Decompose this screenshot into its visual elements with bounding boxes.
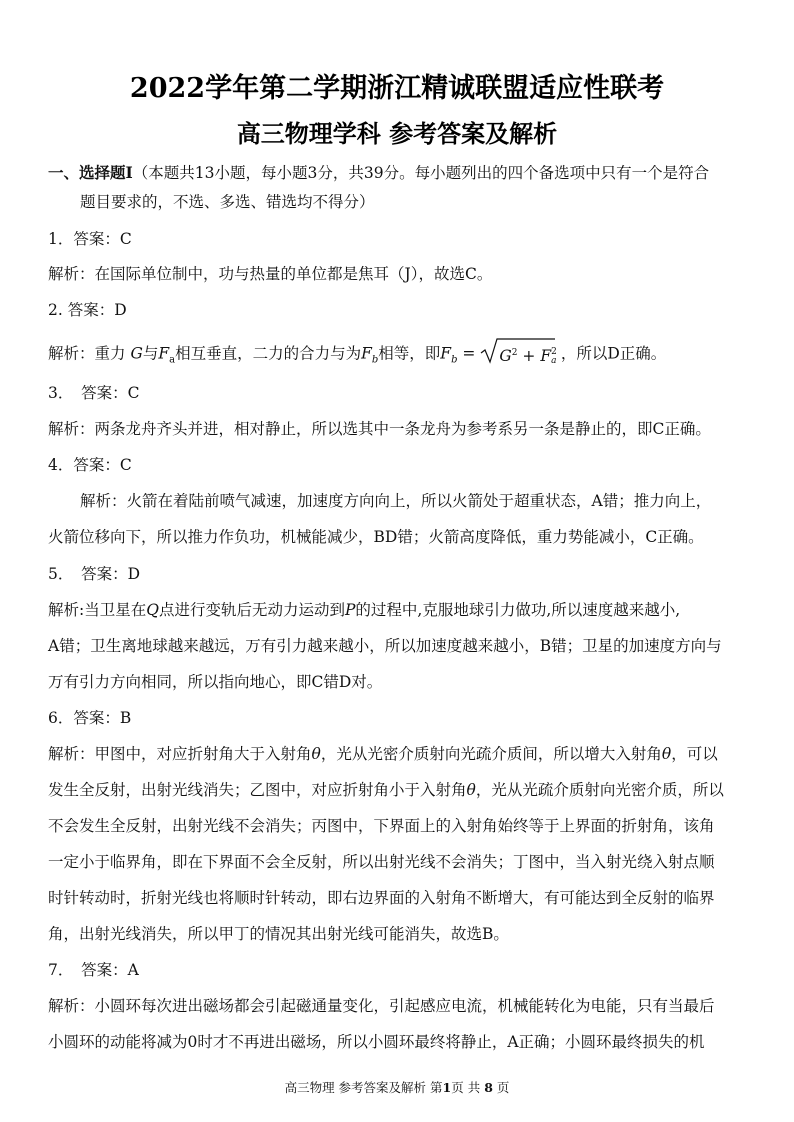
radical-sign-icon xyxy=(480,337,556,365)
q2-text-mid2: 相等，即 xyxy=(378,344,441,363)
q7-explanation-line2: 小圆环的动能将减为0时才不再进出磁场，所以小圆环最终将静止，A正确；小圆环最终损失的机 xyxy=(48,1033,705,1051)
q2-eq-lhs: F xyxy=(440,344,452,363)
q7-explanation-line1: 解析：小圆环每次进出磁场都会引起磁通量变化，引起感应电流，机械能转化为电能，只有当最后 xyxy=(48,997,715,1015)
q1-answer: 1．答案：C xyxy=(48,230,132,248)
q6-explanation-line6: 角，出射光线消失，所以甲丁的情况其出射光线可能消失，故选B。 xyxy=(48,925,509,943)
page-footer xyxy=(0,1078,794,1096)
q2-eq-lhs-sub: b xyxy=(451,354,458,366)
q2-rad-f-sub: a xyxy=(551,356,557,367)
section-heading xyxy=(48,163,709,183)
q6-explanation-line2 xyxy=(48,780,724,800)
q5-explanation-line2: A错；卫生离地球越来越远，万有引力越来越小，所以加速度越来越小，B错；卫星的加速度方向与 xyxy=(48,637,722,655)
page-title: 2022学年第二学期浙江精诚联盟适应性联考 xyxy=(129,73,665,104)
q2-eq-sign: = xyxy=(462,344,476,363)
q2-symbol-g: G xyxy=(130,344,143,363)
q5-text-c: 的过程中,克服地球引力做功,所以速度越来越小, xyxy=(355,601,681,619)
q2-symbol-fb-sub: b xyxy=(371,354,379,366)
q5-explanation-line1 xyxy=(48,600,680,620)
q2-rad-g-sup: 2 xyxy=(511,348,518,358)
q4-explanation-line1: 解析：火箭在着陆前喷气减速，加速度方向向上，所以火箭处于超重状态，A错；推力向上， xyxy=(80,492,712,510)
footer-total-pages: 8 xyxy=(484,1080,493,1095)
q6-text-2a: 发生全反射，出射光线消失；乙图中，对应折射角小于入射角 xyxy=(48,781,467,799)
q2-symbol-fa: F xyxy=(158,344,170,363)
q2-rad-plus: + xyxy=(522,347,536,366)
q6-theta-2: θ xyxy=(661,745,672,763)
q2-rad-f: F xyxy=(540,347,552,366)
q2-answer: 2. 答案：D xyxy=(48,301,127,319)
q6-explanation-line1 xyxy=(48,744,718,764)
q2-sqrt-expression xyxy=(480,341,561,368)
q2-rad-f-sup: 2 xyxy=(551,347,557,358)
q2-symbol-fa-sub: a xyxy=(169,354,176,366)
q6-theta-3: θ xyxy=(466,781,476,799)
q4-answer: 4．答案：C xyxy=(48,456,132,474)
q2-text-mid: 相互垂直，二力的合力与为 xyxy=(175,344,362,363)
footer-page-number: 1 xyxy=(442,1080,452,1095)
q2-symbol-fb: F xyxy=(361,344,372,363)
q5-point-q: Q xyxy=(146,601,159,619)
q6-theta-1: θ xyxy=(311,745,321,763)
q6-explanation-line4: 一定小于临界角，即在下界面不会全反射，所以出射光线不会消失；丁图中，当入射光绕入射点顺 xyxy=(48,853,715,871)
q6-text-1b: ，光从光密介质射向光疏介质间，所以增大入射角 xyxy=(320,745,662,763)
q3-answer: 3． 答案：C xyxy=(48,384,140,402)
q7-answer: 7． 答案：A xyxy=(48,961,139,979)
page-subtitle: 高三物理学科 参考答案及解析 xyxy=(236,119,558,148)
q2-text-tail: ，所以D正确。 xyxy=(560,344,667,363)
q2-text-pre: 解析：重力 xyxy=(48,344,126,363)
q6-explanation-line3: 不会发生全反射，出射光线不会消失；丙图中，下界面上的入射角始终等于上界面的折射角，该角 xyxy=(48,817,715,835)
section-desc-line2: 题目要求的，不选、多选、错选均不得分） xyxy=(80,193,375,211)
q5-text-a: 解析:当卫星在 xyxy=(48,601,147,619)
q2-explanation xyxy=(48,341,666,373)
footer-suffix: 页 xyxy=(496,1080,510,1095)
q3-explanation: 解析：两条龙舟齐头并进，相对静止，所以选其中一条龙舟为参考系另一条是静止的，即C正确。 xyxy=(48,420,711,438)
q6-text-1a: 解析：甲图中，对应折射角大于入射角 xyxy=(48,745,312,763)
q6-text-1c: ，可以 xyxy=(671,745,718,763)
q4-explanation-line2: 火箭位移向下，所以推力作负功，机械能减少，BD错；火箭高度降低，重力势能减小，C正确。 xyxy=(48,528,704,546)
q2-rad-g: G xyxy=(499,347,512,366)
q5-explanation-line3: 万有引力方向相同，所以指向地心，即C错D对。 xyxy=(48,673,383,691)
q1-explanation: 解析：在国际单位制中，功与热量的单位都是焦耳（J），故选C。 xyxy=(48,265,493,283)
footer-mid: 页 共 xyxy=(451,1080,481,1095)
q6-answer: 6．答案：B xyxy=(48,709,132,727)
q5-point-p: P xyxy=(344,601,356,619)
footer-prefix: 高三物理 参考答案及解析 第 xyxy=(284,1080,443,1095)
q6-text-2b: ，光从光疏介质射向光密介质，所以 xyxy=(475,781,724,799)
q2-text-with: 与 xyxy=(142,344,159,363)
section-desc-line1: （本题共13小题，每小题3分，共39分。每小题列出的四个备选项中只有一个是符合 xyxy=(132,164,710,182)
q6-explanation-line5: 时针转动时，折射光线也将顺时针转动，即右边界面的入射角不断增大，有可能达到全反射的临界 xyxy=(48,889,715,907)
q5-text-b: 点进行变轨后无动力运动到 xyxy=(158,601,345,619)
section-label: 一、选择题Ⅰ xyxy=(48,163,133,182)
q5-answer: 5． 答案：D xyxy=(48,565,141,583)
